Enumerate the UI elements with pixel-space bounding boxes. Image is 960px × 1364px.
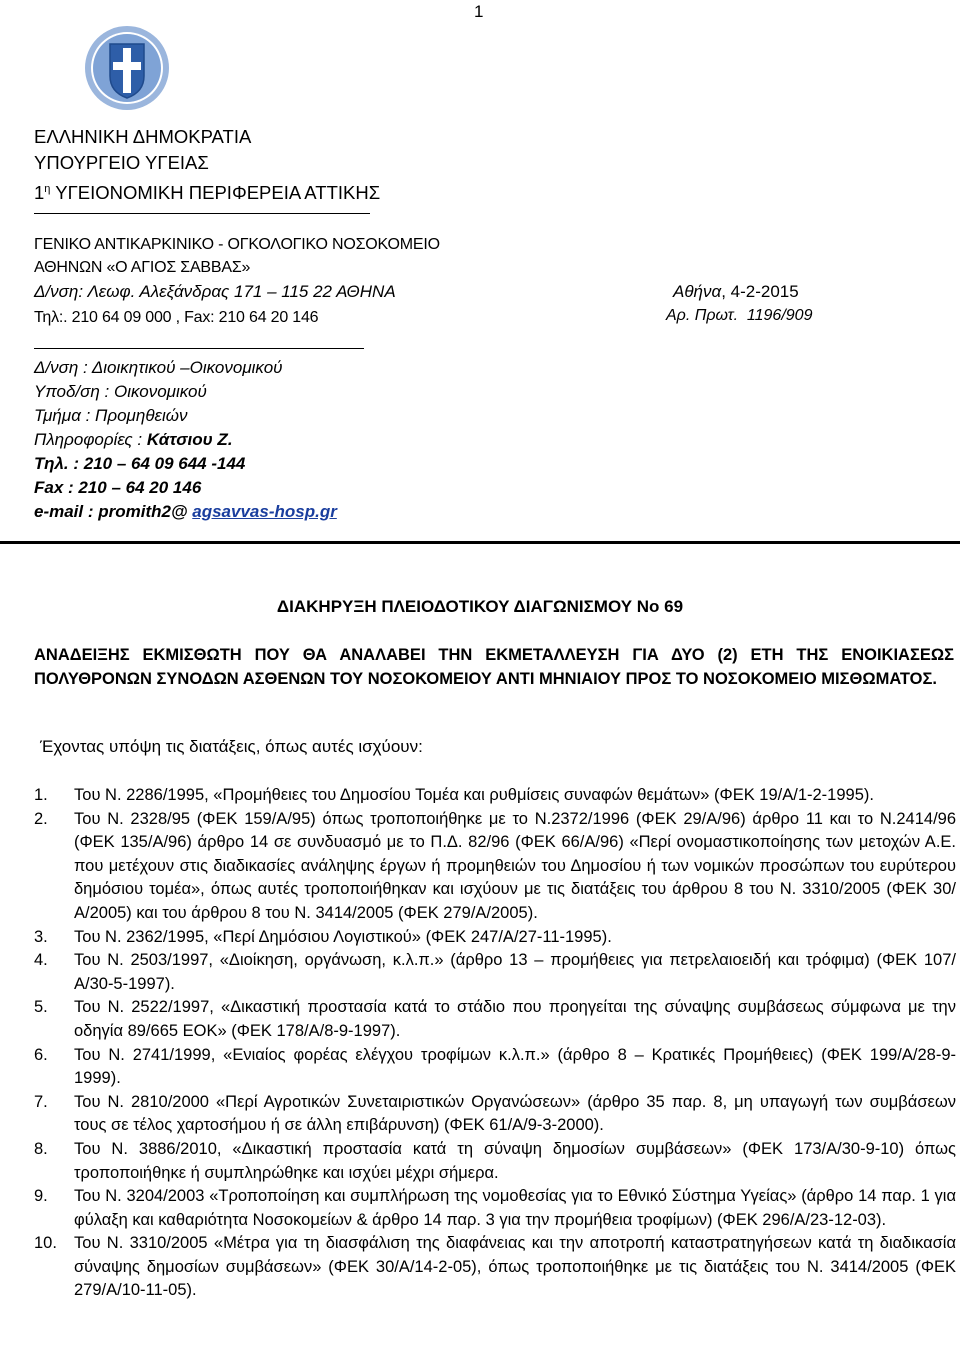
list-item: 8. Του Ν. 3886/2010, «Δικαστική προστασία κατά τη σύναψη δημοσίων συμβάσεων» (ΦΕΚ 173/Α/30-9-10) όπως τροποποιήθηκε ή συμπληρώθηκε και ισχύει μέχρι σήμερα.: [34, 1139, 956, 1182]
header-line-ministry: ΥΠΟΥΡΓΕΙΟ ΥΓΕΙΑΣ: [34, 152, 209, 173]
region-number: 1: [34, 182, 45, 204]
list-item: 3. Του Ν. 2362/1995, «Περί Δημόσιου Λογιστικού» (ΦΕΚ 247/Α/27-11-1995).: [34, 927, 612, 946]
list-item: 4. Του Ν. 2503/1997, «Διοίκηση, οργάνωση, κ.λ.π.» (άρθρο 13 – προμήθειες για πετρελαιοειδή και τρόφιμα) (ΦΕΚ 107/Α/30-5-1997).: [34, 951, 956, 993]
hospital-name-line1: ΓΕΝΙΚΟ ΑΝΤΙΚΑΡΚΙΝΙΚΟ - ΟΓΚΟΛΟΓΙΚΟ ΝΟΣΟΚΟΜΕΙΟ: [34, 236, 440, 253]
department-info: [34, 356, 337, 524]
department-phone: Τηλ. : 210 – 64 09 644 -144: [34, 454, 246, 473]
protocol-label: Αρ. Πρωτ.: [666, 307, 739, 324]
department-direction: Δ/νση : Διοικητικού –Οικονομικού: [34, 358, 283, 377]
document-intro: Έχοντας υπόψη τις διατάξεις, όπως αυτές ισχύουν:: [40, 737, 423, 756]
list-item: 1. Του Ν. 2286/1995, «Προμήθειες του Δημοσίου Τομέα και ρυθμίσεις συναφών θεμάτων» (ΦΕΚ 19/Α/1-2-1995).: [34, 786, 874, 804]
page-number: 1: [474, 2, 484, 21]
department-subdirection: Υποδ/ση : Οικονομικού: [34, 382, 207, 401]
department-fax: Fax : 210 – 64 20 146: [34, 478, 202, 497]
protocol-number: [666, 307, 812, 325]
list-item: 6. Του Ν. 2741/1999, «Ενιαίος φορέας ελέγχου τροφίμων κ.λ.π.» (άρθρο 8 – Κρατικές Προμήθειες) (ΦΕΚ 199/Α/28-9-1999).: [34, 1045, 956, 1088]
greek-coat-of-arms-icon: [82, 22, 172, 112]
department-contact: [34, 428, 337, 452]
email-label: e-mail : promith2@: [34, 502, 193, 521]
list-item: 10. Του Ν. 3310/2005 «Μέτρα για τη διασφάλιση της διαφάνειας και την αποτροπή καταστρατηγήσεων κατά τη διαδικασία σύναψης δημοσίων συμβάσεων» (ΦΕΚ 30/Α/14-2-05), όπως τροποποιήθηκε με τις διατάξεις του Ν. 3414/2005 (ΦΕΚ 279/Α/10-11-05).: [34, 1234, 956, 1300]
list-item: 9. Του Ν. 3204/2003 «Τροποποίηση και συμπλήρωση της νομοθεσίας για το Εθνικό Σύστημα Υγείας» (άρθρο 14 παρ. 1 για φύλαξη και καθαριότητα Νοσοκομείων & άρθρο 14 παρ. 3 για την προμήθεια τροφίμων) (ΦΕΚ 296/Α/23-12-03).: [34, 1187, 956, 1229]
list-item: 2. Του Ν. 2328/95 (ΦΕΚ 159/Α/95) όπως τροποποιήθηκε με το Ν.2372/1996 (ΦΕΚ 29/Α/96) άρθρο 11 και το Ν.2414/96 (ΦΕΚ 135/Α/96) άρθρο 14 σε συνδυασμό με το Π.Δ. 82/96 (ΦΕΚ 66/Α/96) «Περί ονομαστικοποίησης των μετοχών Α.Ε. που μετέχουν στις διαδικασίες ανάληψης έργων ή προμηθειών του Δημοσίου ή των νομικών προσώπων του ευρύτερου δημόσιου τομέα», όπως αυτές τροποποιήθηκαν και ισχύουν με τις διατάξεις του άρθρου 8 του Ν. 3310/2005 (ΦΕΚ 30/Α/2005) και του άρθρου 8 του Ν. 3414/2005 (ΦΕΚ 279/Α/2005).: [34, 809, 956, 922]
document-subject: ΑΝΑΔΕΙΞΗΣ ΕΚΜΙΣΘΩΤΗ ΠΟΥ ΘΑ ΑΝΑΛΑΒΕΙ ΤΗΝ ΕΚΜΕΤΑΛΛΕΥΣΗ ΓΙΑ ΔΥΟ (2) ΕΤΗ ΤΗΣ ΕΝΟΙΚΙΑΣΕΩΣ ΠΟΛΥΘΡΟΝΩΝ ΣΥΝΟΔΩΝ ΑΣΘΕΝΩΝ ΤΟΥ ΝΟΣΟΚΟΜΕΙΟΥ ΑΝΤΙ ΜΗΝΙΑΙΟΥ ΠΡΟΣ ΤΟ ΝΟΣΟΚΟΜΕΙΟ ΜΙΣΘΩΜΑΤΟΣ.: [34, 646, 954, 688]
list-item: 7. Του Ν. 2810/2000 «Περί Αγροτικών Συνεταιριστικών Οργανώσεων» (άρθρο 35 παρ. 8, μη υπαγωγή των συμβάσεων τους σε τέλος χαρτοσήμου ή σε άλλη επιβάρυνση) (ΦΕΚ 61/Α/9-3-2000).: [34, 1092, 956, 1135]
email-link[interactable]: agsavvas-hosp.gr: [192, 502, 337, 521]
protocol-value: 1196/909: [746, 307, 813, 324]
header-divider: [34, 213, 370, 214]
contact-name: Κάτσιου Ζ.: [146, 430, 233, 449]
header-line-republic: ΕΛΛΗΝΙΚΗ ΔΗΜΟΚΡΑΤΙΑ: [34, 126, 252, 147]
department-email: [34, 500, 337, 524]
list-item: 5. Του Ν. 2522/1997, «Δικαστική προστασία κατά το στάδιο που προηγείται της σύναψης συμβάσεως σύμφωνα με την οδηγία 89/665 ΕΟΚ» (ΦΕΚ 178/Α/8-9-1997).: [34, 998, 956, 1040]
hospital-address: Δ/νση: Λεωφ. Αλεξάνδρας 171 – 115 22 ΑΘΗΝΑ: [34, 282, 396, 301]
header-line-region: [34, 176, 380, 206]
date-value: , 4-2-2015: [721, 282, 799, 301]
region-ordinal: η: [44, 183, 51, 195]
legal-provisions-list: [34, 784, 956, 1303]
document-title: ΔΙΑΚΗΡΥΞΗ ΠΛΕΙΟΔΟΤΙΚΟΥ ΔΙΑΓΩΝΙΣΜΟΥ Νο 69: [276, 597, 684, 616]
contact-label: Πληροφορίες :: [34, 430, 147, 449]
document-date: [673, 282, 799, 302]
hospital-name-line2: ΑΘΗΝΩΝ «Ο ΑΓΙΟΣ ΣΑΒΒΑΣ»: [34, 259, 251, 276]
section-divider: [0, 541, 960, 544]
date-label: Αθήνα: [673, 282, 722, 301]
department-section: Τμήμα : Προμηθειών: [34, 406, 188, 425]
hospital-phone: Τηλ:. 210 64 09 000 , Fax: 210 64 20 146: [34, 309, 319, 326]
department-divider: [34, 348, 364, 349]
region-name: ΥΓΕΙΟΝΟΜΙΚΗ ΠΕΡΙΦΕΡΕΙΑ ΑΤΤΙΚΗΣ: [50, 182, 381, 204]
